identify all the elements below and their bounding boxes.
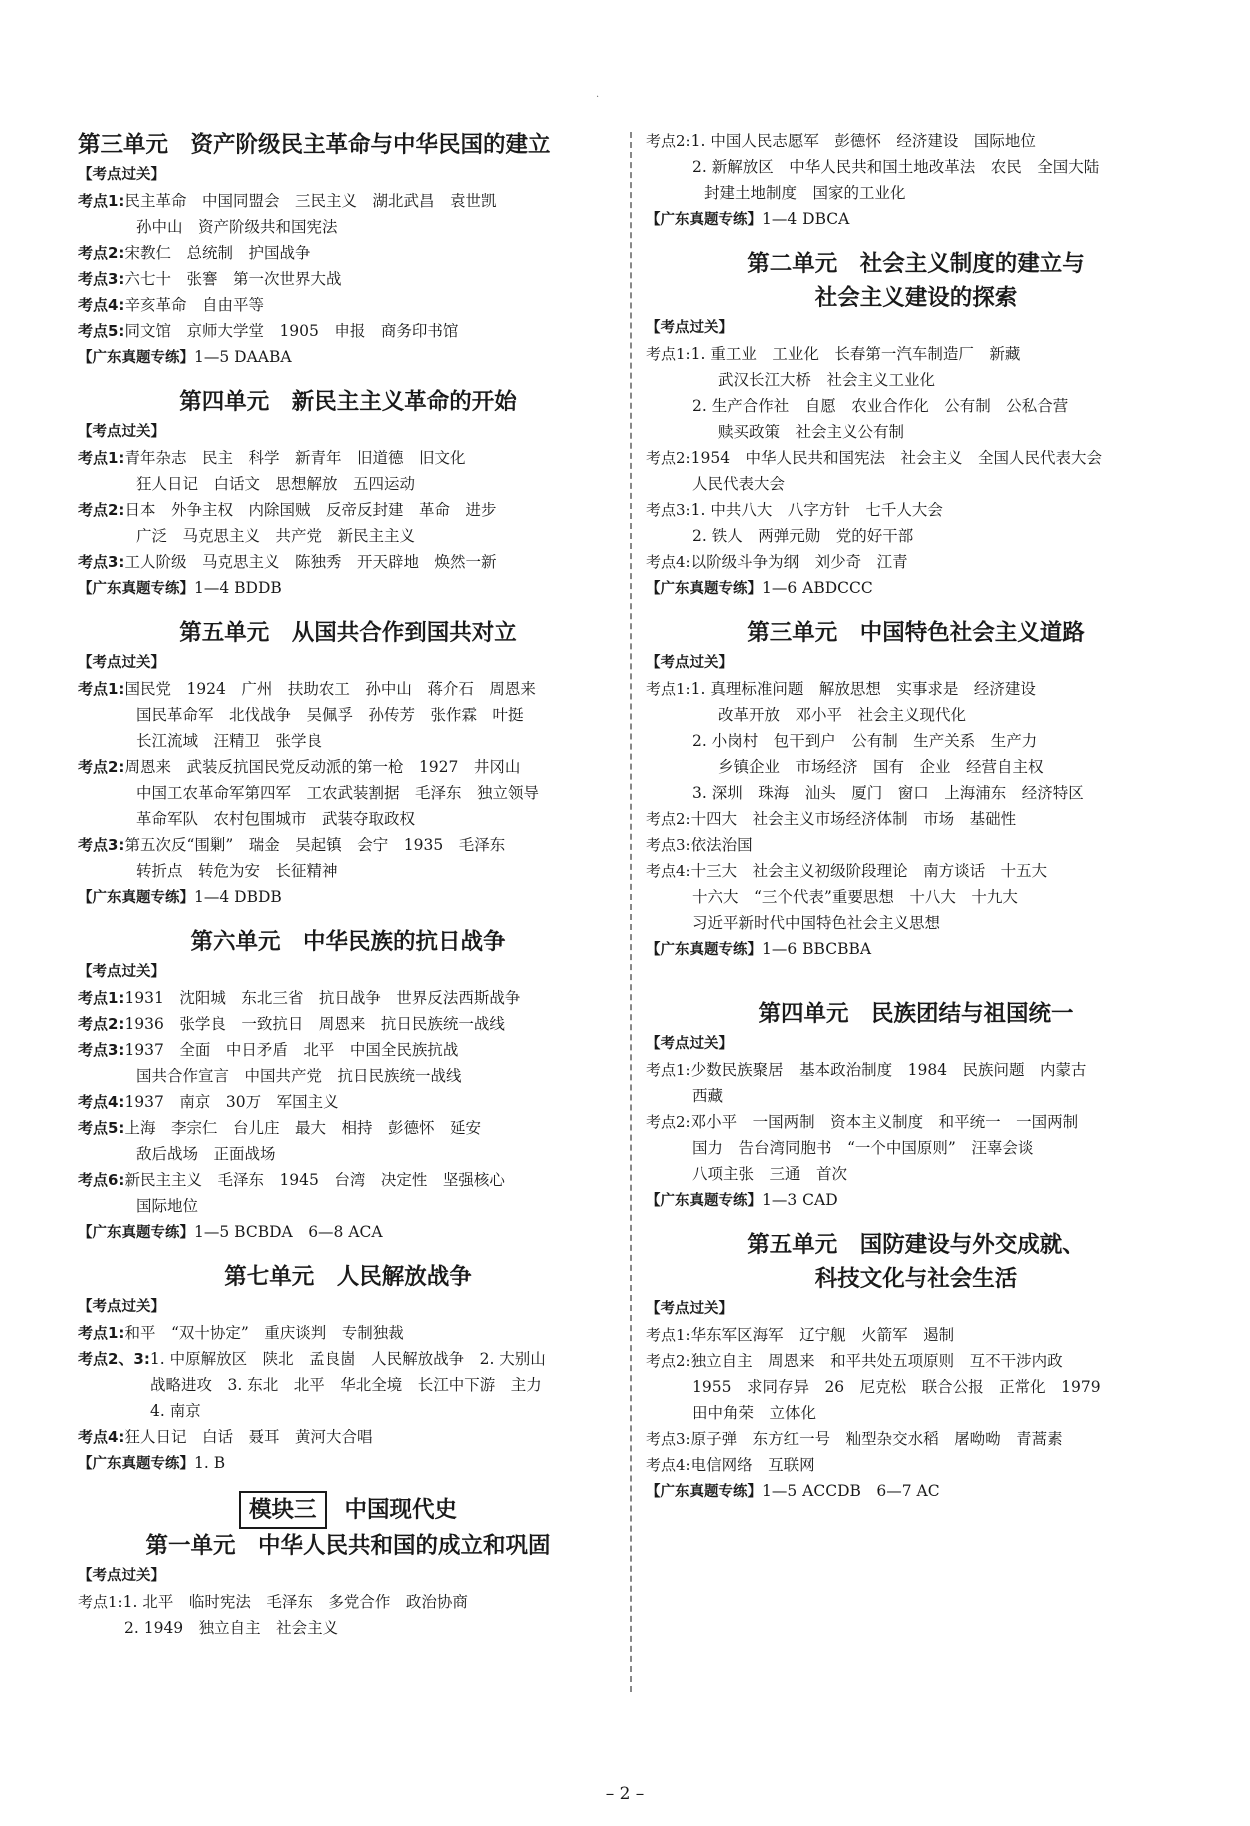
point-label: 考点5: bbox=[78, 1119, 125, 1137]
unit-title: 第三单元 中国特色社会主义道路 bbox=[747, 620, 1085, 646]
point-text: 1. 中共八大 八字方针 七千人大会 bbox=[690, 501, 943, 519]
section-tag: 【考点过关】 bbox=[78, 964, 165, 980]
point-line bbox=[646, 1348, 1186, 1374]
answer-line bbox=[646, 575, 1186, 602]
module-title: 中国现代史 bbox=[344, 1497, 458, 1523]
point-label: 考点2: bbox=[78, 244, 125, 262]
point-label: 考点2: bbox=[646, 1113, 691, 1131]
point-label: 考点5: bbox=[78, 322, 125, 340]
point-line bbox=[646, 497, 1186, 523]
modern-unit-2-section bbox=[646, 247, 1186, 602]
answer-text: 1. B bbox=[194, 1454, 226, 1472]
modern-unit-1-section bbox=[78, 1529, 618, 1641]
point-continuation: 敌后战场 正面战场 bbox=[136, 1145, 276, 1163]
answer-line bbox=[646, 206, 1186, 233]
point-continuation: 2. 1949 独立自主 社会主义 bbox=[124, 1619, 339, 1637]
point-label: 考点2: bbox=[78, 758, 125, 776]
point-text: 1. 真理标准问题 解放思想 实事求是 经济建设 bbox=[690, 680, 1036, 698]
answer-text: 1—5 ACCDB 6—7 AC bbox=[762, 1482, 940, 1500]
point-text: 1931 沈阳城 东北三省 抗日战争 世界反法西斯战争 bbox=[124, 989, 521, 1007]
point-label: 考点3: bbox=[78, 270, 125, 288]
point-line bbox=[646, 806, 1186, 832]
point-label: 考点6: bbox=[78, 1171, 125, 1189]
point-text: 独立自主 周恩来 和平共处五项原则 互不干涉内政 bbox=[690, 1352, 1063, 1370]
point-label: 考点1: bbox=[646, 1326, 691, 1344]
unit-3-section bbox=[78, 128, 618, 371]
point-text: 1. 中原解放区 陕北 孟良崮 人民解放战争 2. 大别山 bbox=[149, 1350, 546, 1368]
point-text: 少数民族聚居 基本政治制度 1984 民族问题 内蒙古 bbox=[690, 1061, 1087, 1079]
answer-line bbox=[78, 344, 618, 371]
unit-title: 第三单元 资产阶级民主革命与中华民国的建立 bbox=[78, 132, 551, 158]
point-line bbox=[78, 1589, 618, 1615]
point-text: 1. 中国人民志愿军 彭德怀 经济建设 国际地位 bbox=[690, 132, 1036, 150]
point-continuation: 十六大 “三个代表”重要思想 十八大 十九大 bbox=[692, 888, 1018, 906]
point-continuation: 广泛 马克思主义 共产党 新民主主义 bbox=[136, 527, 416, 545]
point-line bbox=[78, 676, 618, 702]
point-continuation: 田中角荣 立体化 bbox=[692, 1404, 817, 1422]
point-line bbox=[78, 754, 618, 780]
point-text: 1. 北平 临时宪法 毛泽东 多党合作 政治协商 bbox=[122, 1593, 468, 1611]
section-tag: 【考点过关】 bbox=[78, 655, 165, 671]
answer-line bbox=[78, 1450, 618, 1477]
answer-tag: 【广东真题专练】 bbox=[646, 1484, 762, 1500]
point-label: 考点1: bbox=[646, 1061, 691, 1079]
top-mark: · bbox=[596, 92, 600, 103]
point-label: 考点2: bbox=[78, 501, 125, 519]
point-text: 青年杂志 民主 科学 新青年 旧道德 旧文化 bbox=[124, 449, 466, 467]
point-line bbox=[78, 1115, 618, 1141]
point-line bbox=[646, 676, 1186, 702]
point-line bbox=[78, 1424, 618, 1450]
point-label: 考点3: bbox=[78, 836, 125, 854]
unit-subtitle: 科技文化与社会生活 bbox=[814, 1266, 1018, 1292]
point-line bbox=[78, 188, 618, 214]
answer-tag: 【广东真题专练】 bbox=[78, 581, 194, 597]
point-continuation: 转折点 转危为安 长征精神 bbox=[136, 862, 338, 880]
point-label: 考点2: bbox=[646, 132, 691, 150]
point-continuation: 国际地位 bbox=[136, 1197, 199, 1215]
point-label: 考点2: bbox=[646, 1352, 691, 1370]
point-continuation: 2. 生产合作社 自愿 农业合作化 公有制 公私合营 bbox=[692, 397, 1069, 415]
point-line bbox=[646, 832, 1186, 858]
point-line bbox=[646, 858, 1186, 884]
point-line bbox=[646, 341, 1186, 367]
right-column bbox=[646, 128, 1186, 1505]
module-heading bbox=[78, 1491, 618, 1529]
point-text: 工人阶级 马克思主义 陈独秀 开天辟地 焕然一新 bbox=[124, 553, 497, 571]
point-line bbox=[78, 1089, 618, 1115]
point-text: 辛亥革命 自由平等 bbox=[124, 296, 264, 314]
point-text: 国民党 1924 广州 扶助农工 孙中山 蒋介石 周恩来 bbox=[124, 680, 536, 698]
point-text: 1937 全面 中日矛盾 北平 中国全民族抗战 bbox=[124, 1041, 459, 1059]
page-number: – 2 – bbox=[605, 1784, 645, 1804]
point-line bbox=[78, 832, 618, 858]
point-continuation: 长江流域 汪精卫 张学良 bbox=[136, 732, 323, 750]
point-text: 邓小平 一国两制 资本主义制度 和平统一 一国两制 bbox=[690, 1113, 1079, 1131]
point-label: 考点4: bbox=[646, 1456, 691, 1474]
answer-tag: 【广东真题专练】 bbox=[78, 1225, 194, 1241]
point-continuation: 狂人日记 白话文 思想解放 五四运动 bbox=[136, 475, 416, 493]
point-continuation: 中国工农革命军第四军 工农武装割据 毛泽东 独立领导 bbox=[136, 784, 540, 802]
point-text: 电信网络 互联网 bbox=[690, 1456, 815, 1474]
point-line bbox=[646, 1322, 1186, 1348]
point-line bbox=[78, 1037, 618, 1063]
point-continuation: 2. 小岗村 包干到户 公有制 生产关系 生产力 bbox=[692, 732, 1038, 750]
point-text: 民主革命 中国同盟会 三民主义 湖北武昌 袁世凯 bbox=[124, 192, 497, 210]
point-line bbox=[646, 128, 1186, 154]
point-continuation: 人民代表大会 bbox=[692, 475, 786, 493]
answer-tag: 【广东真题专练】 bbox=[78, 350, 194, 366]
point-text: 1936 张学良 一致抗日 周恩来 抗日民族统一战线 bbox=[124, 1015, 505, 1033]
point-continuation: 4. 南京 bbox=[150, 1402, 201, 1420]
answer-tag: 【广东真题专练】 bbox=[646, 212, 762, 228]
answer-tag: 【广东真题专练】 bbox=[78, 1456, 194, 1472]
answer-line bbox=[646, 1187, 1186, 1214]
section-tag: 【考点过关】 bbox=[78, 1568, 165, 1584]
point-text: 1937 南京 30万 军国主义 bbox=[124, 1093, 339, 1111]
point-label: 考点2: bbox=[78, 1015, 125, 1033]
point-text: 同文馆 京师大学堂 1905 申报 商务印书馆 bbox=[124, 322, 459, 340]
point-continuation: 3. 深圳 珠海 汕头 厦门 窗口 上海浦东 经济特区 bbox=[692, 784, 1084, 802]
point-label: 考点4: bbox=[78, 1428, 125, 1446]
left-column bbox=[78, 128, 618, 1641]
point-text: 1954 中华人民共和国宪法 社会主义 全国人民代表大会 bbox=[690, 449, 1103, 467]
point-continuation: 国共合作宣言 中国共产党 抗日民族统一战线 bbox=[136, 1067, 462, 1085]
point-label: 考点1: bbox=[78, 680, 125, 698]
point-text: 以阶级斗争为纲 刘少奇 江青 bbox=[690, 553, 908, 571]
unit-subtitle: 社会主义建设的探索 bbox=[814, 285, 1018, 311]
point-text: 周恩来 武装反抗国民党反动派的第一枪 1927 井冈山 bbox=[124, 758, 521, 776]
unit-title: 第一单元 中华人民共和国的成立和巩固 bbox=[145, 1533, 551, 1559]
point-label: 考点1: bbox=[646, 680, 691, 698]
point-line bbox=[78, 266, 618, 292]
point-text: 上海 李宗仁 台儿庄 最大 相持 彭德怀 延安 bbox=[124, 1119, 481, 1137]
unit-6-section bbox=[78, 925, 618, 1246]
answer-text: 1—3 CAD bbox=[762, 1191, 838, 1209]
point-continuation: 国民革命军 北伐战争 吴佩孚 孙传芳 张作霖 叶挺 bbox=[136, 706, 524, 724]
answer-line bbox=[646, 936, 1186, 963]
answer-tag: 【广东真题专练】 bbox=[646, 1193, 762, 1209]
point-continuation: 革命军队 农村包围城市 武装夺取政权 bbox=[136, 810, 416, 828]
unit-title: 第四单元 新民主主义革命的开始 bbox=[179, 389, 517, 415]
point-line bbox=[78, 497, 618, 523]
point-continuation: 习近平新时代中国特色社会主义思想 bbox=[692, 914, 941, 932]
point-text: 第五次反“围剿” 瑞金 吴起镇 会宁 1935 毛泽东 bbox=[124, 836, 506, 854]
point-label: 考点3: bbox=[646, 836, 691, 854]
point-text: 十三大 社会主义初级阶段理论 南方谈话 十五大 bbox=[690, 862, 1048, 880]
section-tag: 【考点过关】 bbox=[646, 320, 733, 336]
point-label: 考点4: bbox=[646, 862, 691, 880]
answer-tag: 【广东真题专练】 bbox=[646, 942, 762, 958]
unit-title: 第五单元 从国共合作到国共对立 bbox=[179, 620, 517, 646]
point-label: 考点2: bbox=[646, 810, 691, 828]
unit-5-section bbox=[78, 616, 618, 911]
unit-title: 第二单元 社会主义制度的建立与 bbox=[747, 251, 1085, 277]
point-text: 狂人日记 白话 聂耳 黄河大合唱 bbox=[124, 1428, 373, 1446]
point-label: 考点3: bbox=[78, 553, 125, 571]
answer-tag: 【广东真题专练】 bbox=[78, 890, 194, 906]
point-label: 考点1: bbox=[78, 192, 125, 210]
point-label: 考点1: bbox=[78, 449, 125, 467]
point-label: 考点2、3: bbox=[78, 1350, 150, 1368]
section-tag: 【考点过关】 bbox=[78, 167, 165, 183]
point-continuation: 战略进攻 3. 东北 北平 华北全境 长江中下游 主力 bbox=[150, 1376, 542, 1394]
unit-4-section bbox=[78, 385, 618, 602]
point-line bbox=[646, 1426, 1186, 1452]
answer-text: 1—5 BCBDA 6—8 ACA bbox=[194, 1223, 383, 1241]
point-line bbox=[78, 549, 618, 575]
unit-title: 第四单元 民族团结与祖国统一 bbox=[758, 1001, 1074, 1027]
point-text: 依法治国 bbox=[690, 836, 753, 854]
unit-title: 第五单元 国防建设与外交成就、 bbox=[747, 1232, 1085, 1258]
point-continuation: 西藏 bbox=[692, 1087, 724, 1105]
point-line bbox=[78, 1346, 618, 1372]
point-continuation: 2. 新解放区 中华人民共和国土地改革法 农民 全国大陆 bbox=[692, 158, 1100, 176]
point-label: 考点4: bbox=[78, 296, 125, 314]
point-label: 考点4: bbox=[78, 1093, 125, 1111]
point-continuation: 1955 求同存异 26 尼克松 联合公报 正常化 1979 bbox=[692, 1378, 1101, 1396]
answer-text: 1—5 DAABA bbox=[194, 348, 292, 366]
point-line bbox=[78, 985, 618, 1011]
modern-unit-1-continued bbox=[646, 128, 1186, 233]
point-text: 1. 重工业 工业化 长春第一汽车制造厂 新藏 bbox=[690, 345, 1021, 363]
point-continuation: 2. 铁人 两弹元勋 党的好干部 bbox=[692, 527, 914, 545]
point-continuation: 封建土地制度 国家的工业化 bbox=[704, 184, 906, 202]
answer-text: 1—6 BBCBBA bbox=[762, 940, 872, 958]
answer-text: 1—4 BDDB bbox=[194, 579, 282, 597]
point-text: 十四大 社会主义市场经济体制 市场 基础性 bbox=[690, 810, 1017, 828]
point-text: 新民主主义 毛泽东 1945 台湾 决定性 坚强核心 bbox=[124, 1171, 505, 1189]
point-continuation: 国力 告台湾同胞书 “一个中国原则” 汪辜会谈 bbox=[692, 1139, 1034, 1157]
unit-7-section bbox=[78, 1260, 618, 1477]
section-tag: 【考点过关】 bbox=[78, 1299, 165, 1315]
point-label: 考点3: bbox=[646, 1430, 691, 1448]
point-text: 日本 外争主权 内除国贼 反帝反封建 革命 进步 bbox=[124, 501, 497, 519]
point-line bbox=[78, 1011, 618, 1037]
point-continuation: 孙中山 资产阶级共和国宪法 bbox=[136, 218, 338, 236]
point-label: 考点3: bbox=[78, 1041, 125, 1059]
module-box: 模块三 bbox=[239, 1491, 327, 1529]
section-tag: 【考点过关】 bbox=[646, 1036, 733, 1052]
unit-title: 第六单元 中华民族的抗日战争 bbox=[190, 929, 506, 955]
point-continuation: 八项主张 三通 首次 bbox=[692, 1165, 848, 1183]
point-line bbox=[78, 445, 618, 471]
point-continuation: 武汉长江大桥 社会主义工业化 bbox=[718, 371, 936, 389]
answer-line bbox=[78, 1219, 618, 1246]
point-line bbox=[646, 549, 1186, 575]
point-line bbox=[646, 1057, 1186, 1083]
modern-unit-3-section bbox=[646, 616, 1186, 963]
point-label: 考点1: bbox=[78, 989, 125, 1007]
modern-unit-5-section bbox=[646, 1228, 1186, 1505]
point-label: 考点1: bbox=[646, 345, 691, 363]
point-line bbox=[646, 1109, 1186, 1135]
point-label: 考点1: bbox=[78, 1593, 123, 1611]
answer-text: 1—4 DBCA bbox=[762, 210, 850, 228]
answer-text: 1—6 ABDCCC bbox=[762, 579, 873, 597]
answer-line bbox=[78, 884, 618, 911]
point-text: 华东军区海军 辽宁舰 火箭军 遏制 bbox=[690, 1326, 955, 1344]
point-line bbox=[78, 240, 618, 266]
section-tag: 【考点过关】 bbox=[646, 1301, 733, 1317]
section-tag: 【考点过关】 bbox=[78, 424, 165, 440]
point-line bbox=[78, 1320, 618, 1346]
modern-unit-4-section bbox=[646, 997, 1186, 1214]
point-text: 原子弹 东方红一号 籼型杂交水稻 屠呦呦 青蒿素 bbox=[690, 1430, 1063, 1448]
answer-tag: 【广东真题专练】 bbox=[646, 581, 762, 597]
point-continuation: 赎买政策 社会主义公有制 bbox=[718, 423, 905, 441]
point-line bbox=[78, 292, 618, 318]
point-text: 宋教仁 总统制 护国战争 bbox=[124, 244, 311, 262]
unit-title: 第七单元 人民解放战争 bbox=[224, 1264, 472, 1290]
answer-text: 1—4 DBDB bbox=[194, 888, 282, 906]
point-label: 考点1: bbox=[78, 1324, 125, 1342]
point-label: 考点4: bbox=[646, 553, 691, 571]
point-label: 考点2: bbox=[646, 449, 691, 467]
answer-line bbox=[78, 575, 618, 602]
point-continuation: 改革开放 邓小平 社会主义现代化 bbox=[718, 706, 967, 724]
point-line bbox=[78, 1167, 618, 1193]
point-label: 考点3: bbox=[646, 501, 691, 519]
point-text: 和平 “双十协定” 重庆谈判 专制独裁 bbox=[124, 1324, 404, 1342]
answer-line bbox=[646, 1478, 1186, 1505]
point-text: 六七十 张謇 第一次世界大战 bbox=[124, 270, 342, 288]
point-line bbox=[78, 318, 618, 344]
point-continuation: 乡镇企业 市场经济 国有 企业 经营自主权 bbox=[718, 758, 1044, 776]
point-line bbox=[646, 445, 1186, 471]
section-tag: 【考点过关】 bbox=[646, 655, 733, 671]
point-line bbox=[646, 1452, 1186, 1478]
column-divider bbox=[630, 132, 632, 1692]
